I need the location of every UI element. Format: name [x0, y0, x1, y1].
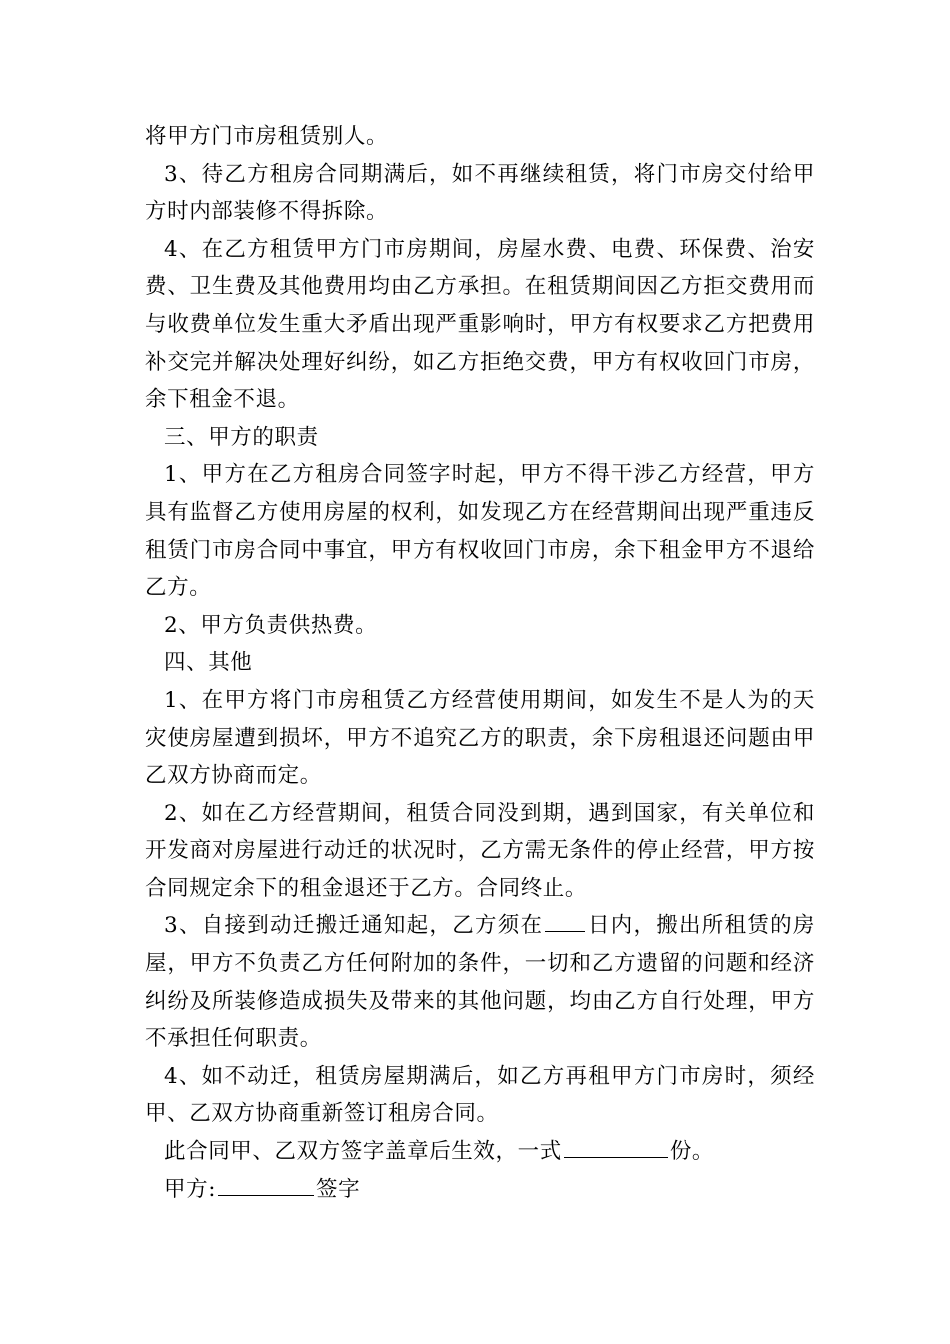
clause-2-3-terms: 3、待乙方租房合同期满后，如不再继续租赁，将门市房交付给甲方时内部装修不得拆除。 [145, 161, 815, 225]
signature-label: 签字 [316, 1176, 361, 1202]
party-a-signature-line [145, 1171, 815, 1209]
clause-4-2-relocation: 2、如在乙方经营期间，租赁合同没到期，遇到国家，有关单位和开发商对房屋进行动迁的状况时，乙方需无条件的停止经营，甲方按合同规定余下的租金退还于乙方。合同终止。 [145, 800, 815, 901]
party-a-signature-field[interactable] [218, 1173, 314, 1196]
party-a-label: 甲方: [164, 1176, 217, 1202]
clause-4-3-text-after: 日内，搬出所租赁的房屋，甲方不负责乙方任何附加的条件，一切和乙方遗留的问题和经济纠纷及所装修造成损失及带来的其他问题，均由乙方自行处理，甲方不承担任何职责。 [145, 913, 815, 1052]
clause-4-3-move-out [145, 907, 815, 1057]
contract-body [145, 118, 815, 1208]
effectiveness-text-after: 份。 [669, 1139, 715, 1165]
days-blank-field[interactable] [545, 909, 585, 932]
effectiveness-clause [145, 1133, 815, 1171]
effectiveness-text-before: 此合同甲、乙双方签字盖章后生效，一式 [164, 1139, 562, 1165]
clause-3-2-heating: 2、甲方负责供热费。 [164, 612, 378, 638]
clause-4-4-renewal: 4、如不动迁，租赁房屋期满后，如乙方再租甲方门市房时，须经甲、乙双方协商重新签订租房合同。 [145, 1063, 815, 1127]
clause-4-3-text-before: 3、自接到动迁搬迁通知起，乙方须在 [164, 913, 544, 939]
clause-4-1-disaster: 1、在甲方将门市房租赁乙方经营使用期间，如发生不是人为的天灾使房屋遭到损坏，甲方不追究乙方的职责，余下房租退还问题由甲乙双方协商而定。 [145, 687, 815, 789]
clause-3-1-supervision: 1、甲方在乙方租房合同签字时起，甲方不得干涉乙方经营，甲方具有监督乙方使用房屋的权利，如发现乙方在经营期间出现严重违反租赁门市房合同中事宜，甲方有权收回门市房，余下租金甲方不退给乙方。 [145, 462, 815, 601]
copies-blank-field[interactable] [564, 1135, 668, 1158]
clause-2-4-fees: 4、在乙方租赁甲方门市房期间，房屋水费、电费、环保费、治安费、卫生费及其他费用均由乙方承担。在租赁期间因乙方拒交费用而与收费单位发生重大矛盾出现严重影响时，甲方有权要求乙方把费用补交完并解决处理好纠纷，如乙方拒绝交费，甲方有权收回门市房，余下租金不退。 [145, 236, 815, 413]
paragraph-continuation: 将甲方门市房租赁别人。 [145, 124, 389, 149]
section-heading-3: 三、甲方的职责 [164, 424, 319, 450]
section-heading-4: 四、其他 [164, 650, 253, 676]
